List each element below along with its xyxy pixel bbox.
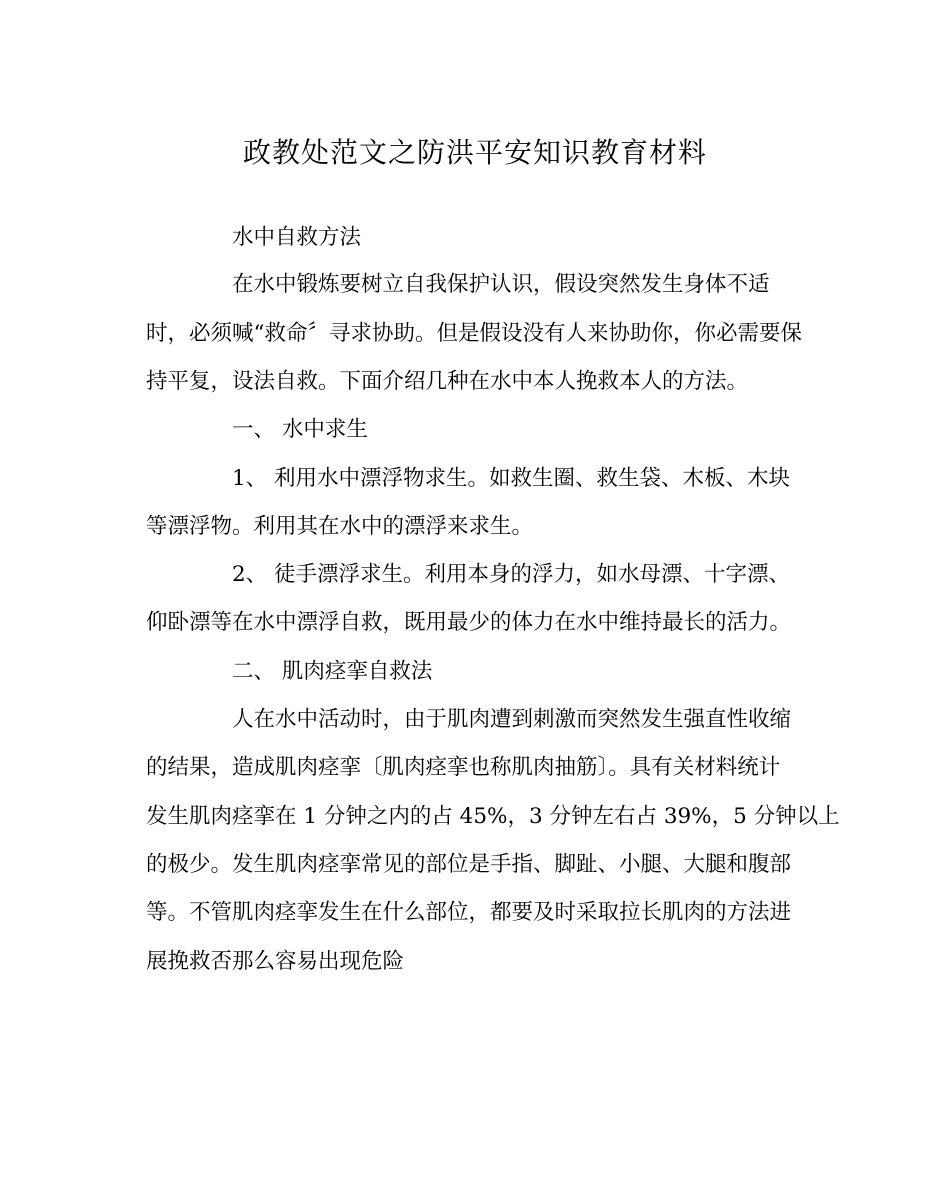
document-title: 政教处范文之防洪平安知识教育材料: [242, 136, 707, 169]
paragraph-line: 展挽救否那么容易出现危险: [146, 949, 405, 974]
paragraph-line: 1、 利用水中漂浮物求生。如救生圈、救生袋、木板、木块: [232, 466, 791, 491]
paragraph-line: 发生肌肉痉挛在 1 分钟之内的占 45%，3 分钟左右占 39%，5 分钟以上: [146, 804, 840, 829]
paragraph-line: 持平复，设法自救。下面介绍几种在水中本人挽救本人的方法。: [146, 369, 749, 394]
paragraph-line: 的极少。发生肌肉痉挛常见的部位是手指、脚趾、小腿、大腿和腹部: [146, 852, 792, 877]
paragraph-line: 的结果，造成肌肉痉挛〔肌肉痉挛也称肌肉抽筋〕。具有关材料统计: [146, 755, 781, 780]
paragraph-line: 时，必须喊“救命〞寻求协助。但是假设没有人来协助你，你必需要保: [146, 321, 802, 346]
paragraph-line: 在水中锻炼要树立自我保护认识，假设突然发生身体不适: [232, 272, 770, 297]
section-heading: 水中自救方法: [232, 225, 362, 250]
paragraph-line: 等。不管肌肉痉挛发生在什么部位，都要及时采取拉长肌肉的方法进: [146, 900, 792, 925]
section-heading: 一、 水中求生: [232, 417, 368, 442]
paragraph-line: 等漂浮物。利用其在水中的漂浮来求生。: [146, 514, 534, 539]
paragraph-line: 2、 徒手漂浮求生。利用本身的浮力，如水母漂、十字漂、: [232, 562, 791, 587]
section-heading: 二、 肌肉痉挛自救法: [232, 659, 433, 684]
paragraph-line: 仰卧漂等在水中漂浮自救，既用最少的体力在水中维持最长的活力。: [146, 610, 792, 635]
paragraph-line: 人在水中活动时，由于肌肉遭到刺激而突然发生强直性收缩: [232, 707, 792, 732]
